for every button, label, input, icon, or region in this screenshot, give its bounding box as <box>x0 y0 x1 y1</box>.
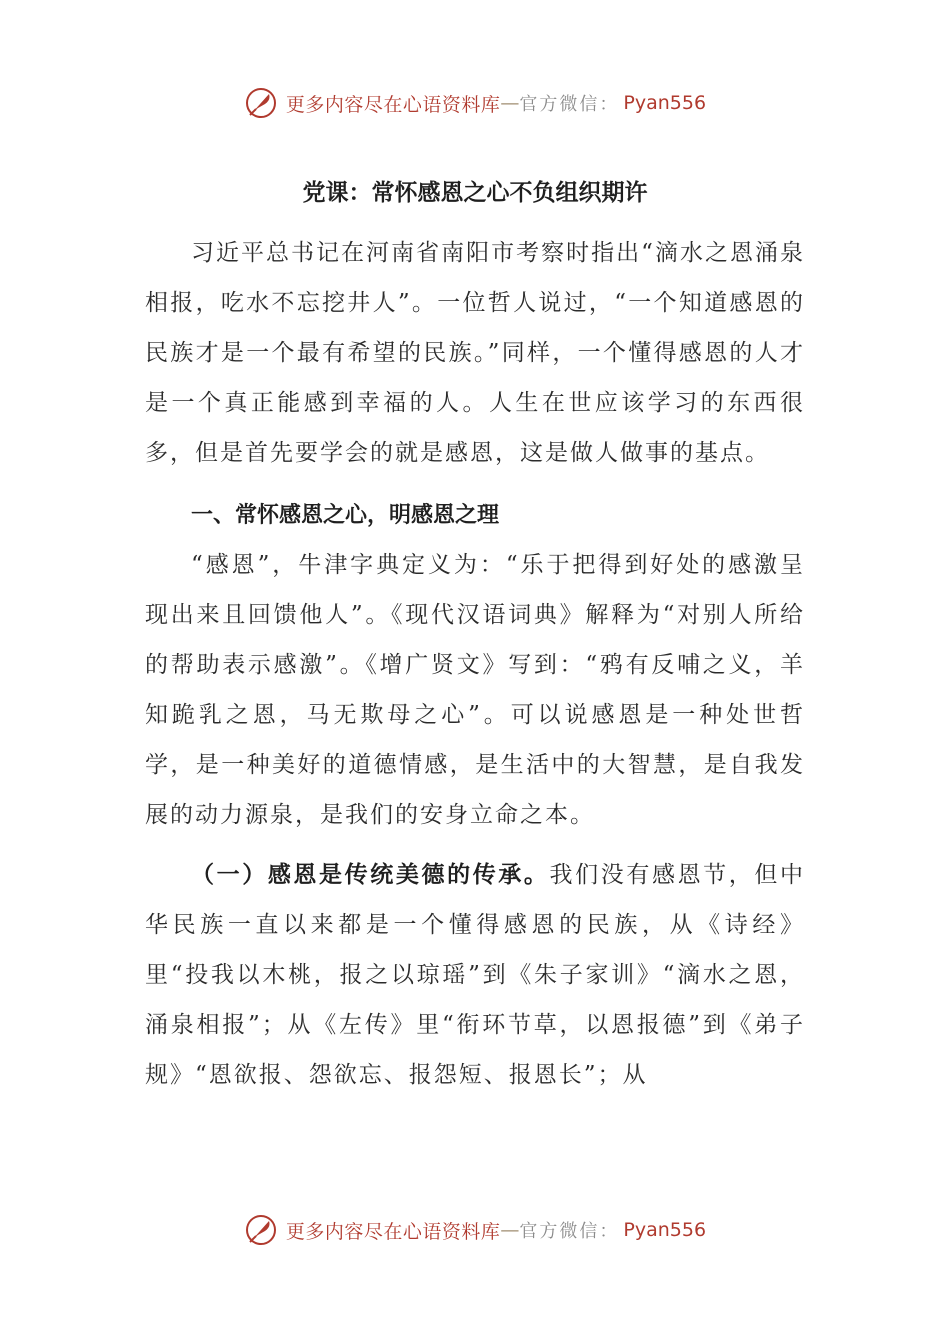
feather-pen-icon <box>244 1213 278 1247</box>
document-body <box>145 168 805 1100</box>
header-watermark-banner <box>0 78 950 128</box>
banner-wechat-label: 官方微信： <box>519 94 620 115</box>
feather-pen-icon <box>244 86 278 120</box>
banner-text: 更多内容尽在心语资料库 <box>285 1220 501 1243</box>
subsection1-lead: （一）感恩是传统美德的传承。 <box>191 861 550 888</box>
banner-separator: — <box>500 92 520 114</box>
banner-separator: — <box>500 1219 520 1241</box>
banner-text: 更多内容尽在心语资料库 <box>285 93 501 116</box>
banner-wechat-label: 官方微信： <box>519 1221 620 1242</box>
intro-paragraph: 习近平总书记在河南省南阳市考察时指出“滴水之恩涌泉相报，吃水不忘挖井人”。一位哲人说过，“一个知道感恩的民族才是一个最有希望的民族。”同样，一个懂得感恩的人才是一个真正能感到幸福的人。人生在世应该学习的东西很多，但是首先要学会的就是感恩，这是做人做事的基点。 <box>145 240 805 466</box>
banner-wechat-id: Pyan556 <box>623 92 707 114</box>
subsection1-paragraph <box>145 850 805 1100</box>
subsection1-body: 我们没有感恩节，但中华民族一直以来都是一个懂得感恩的民族，从《诗经》里“投我以木桃，报之以琼瑶”到《朱子家训》“滴水之恩，涌泉相报”；从《左传》里“衔环节草，以恩报德”到《弟子规》“恩欲报、怨欲忘、报怨短、报恩长”；从 <box>145 862 806 1088</box>
section-heading-1: 一、常怀感恩之心，明感恩之理 <box>191 502 500 528</box>
footer-watermark-banner <box>0 1205 950 1255</box>
document-title: 党课：常怀感恩之心不负组织期许 <box>302 179 648 206</box>
section1-paragraph: “感恩”，牛津字典定义为：“乐于把得到好处的感激呈现出来且回馈他人”。《现代汉语词典》解释为“对别人所给的帮助表示感激”。《增广贤文》写到：“鸦有反哺之义，羊知跪乳之恩，马无欺母之心”。可以说感恩是一种处世哲学，是一种美好的道德情感，是生活中的大智慧，是自我发展的动力源泉，是我们的安身立命之本。 <box>145 552 805 828</box>
banner-wechat-id: Pyan556 <box>623 1219 707 1241</box>
